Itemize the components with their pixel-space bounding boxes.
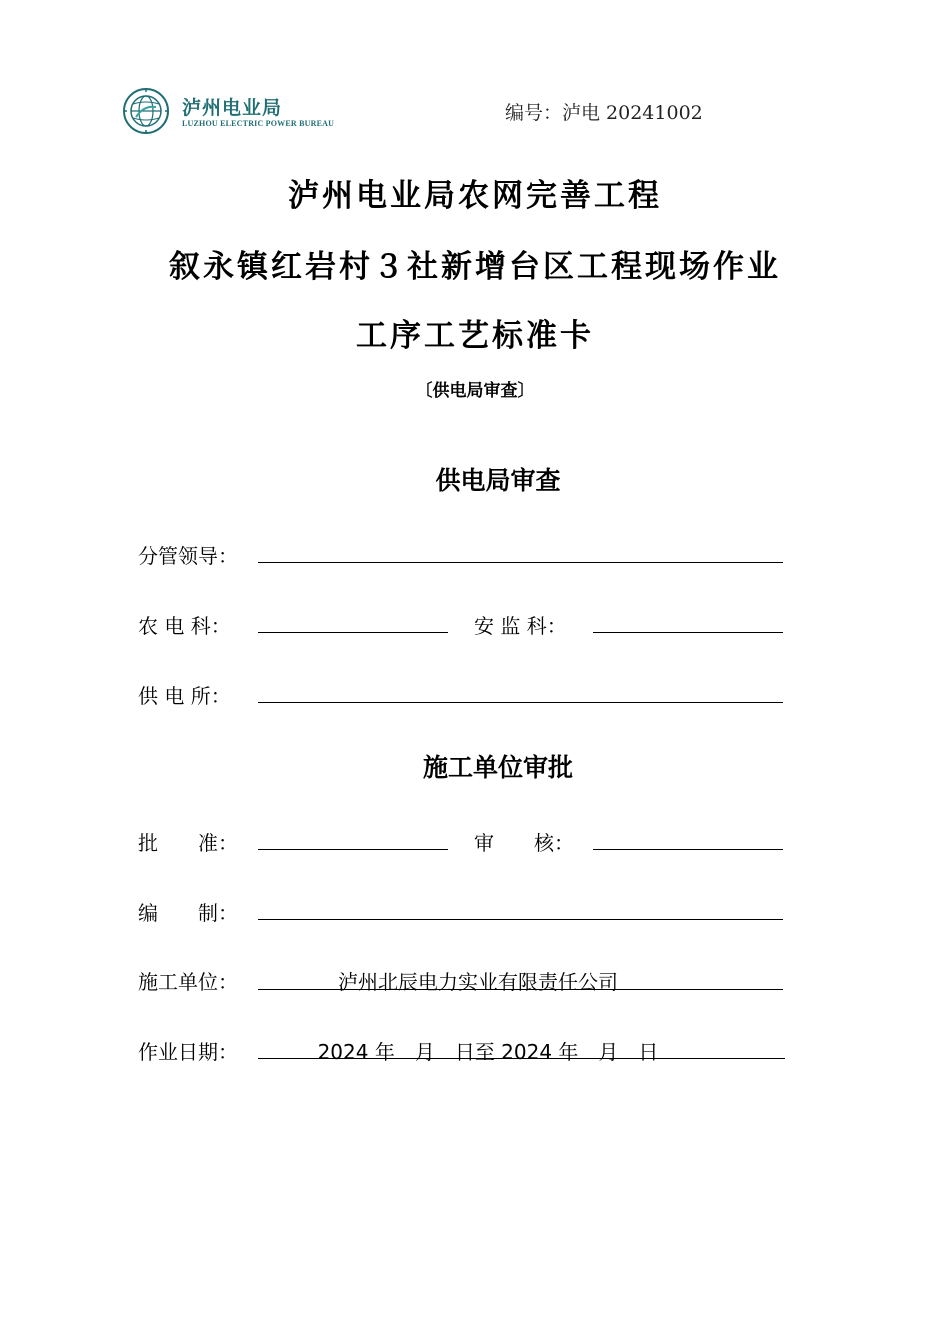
review-heading: 供电局审查 (435, 466, 561, 495)
date-value: 2024 年 月 日至 2024 年 月 日 (317, 1040, 659, 1064)
approval-heading: 施工单位审批 (422, 753, 573, 782)
station-signature-line[interactable] (258, 702, 783, 703)
subtitle: 〔供电局审查〕 (415, 381, 535, 401)
title-line-2: 叙永镇红岩村３社新增台区工程现场作业 (169, 249, 781, 285)
document-number: 编号：泸电 20241002 (505, 102, 703, 124)
logo-chinese-name: 泸州电业局 (182, 97, 283, 119)
rural-power-label: 农 电 科： (138, 614, 231, 638)
compile-signature-line[interactable] (258, 919, 783, 920)
audit-signature-line[interactable] (593, 849, 783, 850)
date-label: 作业日期： (138, 1040, 238, 1064)
date-line[interactable] (258, 1058, 785, 1059)
audit-label: 审 核： (474, 831, 574, 855)
safety-signature-line[interactable] (593, 632, 783, 633)
compile-label: 编 制： (138, 901, 238, 925)
approve-label: 批 准： (138, 831, 238, 855)
globe-emblem-icon (122, 87, 170, 135)
rural-power-signature-line[interactable] (258, 632, 448, 633)
company-logo (122, 87, 335, 137)
leader-label: 分管领导： (138, 544, 238, 568)
approve-signature-line[interactable] (258, 849, 448, 850)
logo-english-name: LUZHOU ELECTRIC POWER BUREAU (182, 119, 335, 128)
safety-label: 安 监 科： (474, 614, 567, 638)
unit-label: 施工单位： (138, 970, 238, 994)
title-line-1: 泸州电业局农网完善工程 (288, 178, 662, 214)
unit-line[interactable] (258, 989, 783, 990)
unit-value: 泸州北辰电力实业有限责任公司 (338, 970, 618, 994)
title-line-3: 工序工艺标准卡 (356, 318, 594, 354)
station-label: 供 电 所： (138, 684, 231, 708)
leader-signature-line[interactable] (258, 562, 783, 563)
